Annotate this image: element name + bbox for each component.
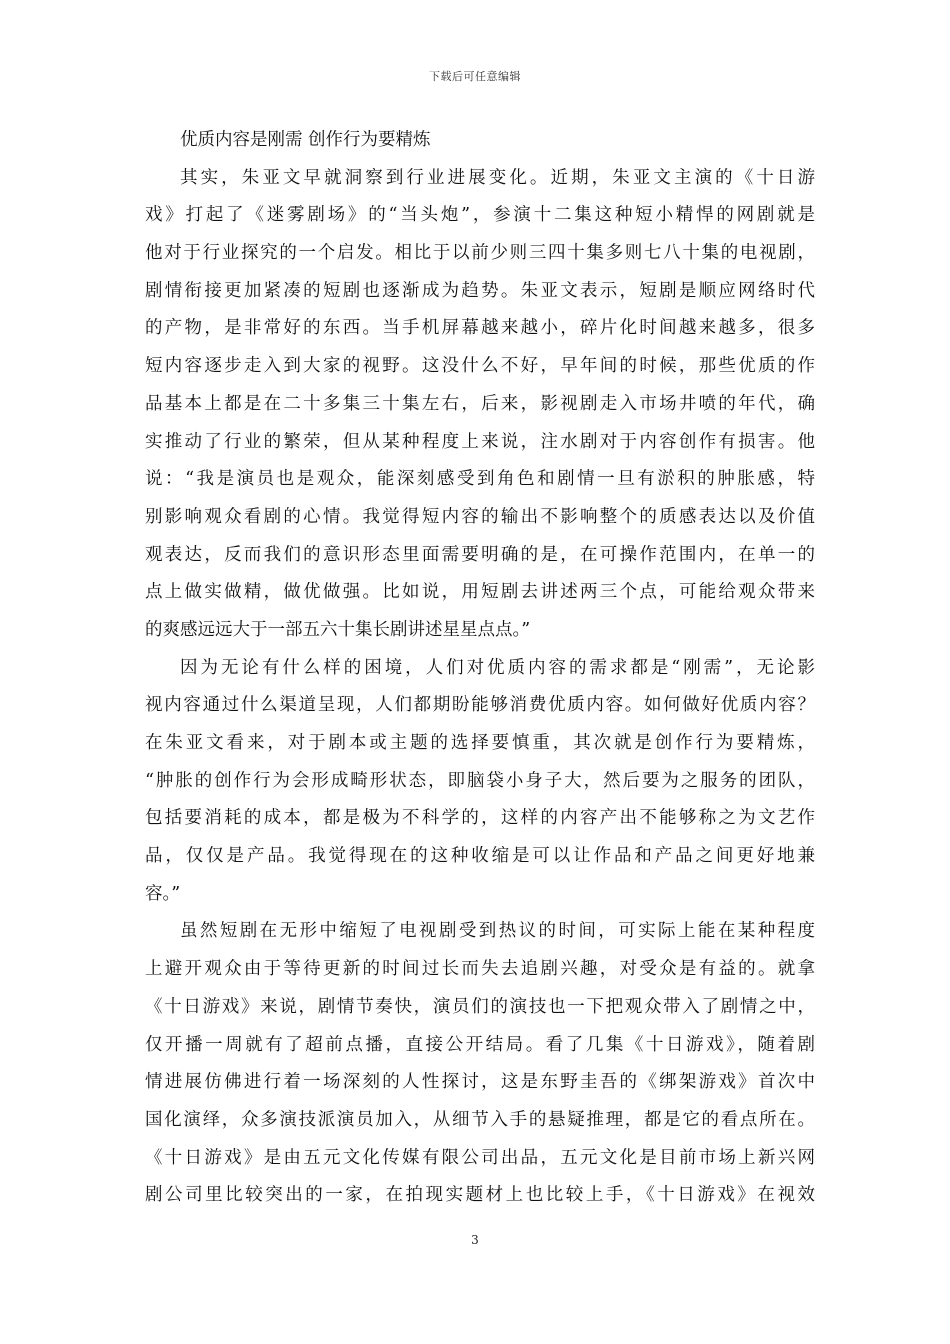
paragraph-line: 国化演绎，众多演技派演员加入，从细节入手的悬疑推理，都是它的看点所在。 bbox=[145, 1109, 815, 1130]
paragraph-line: 品，仅仅是产品。我觉得现在的这种收缩是可以让作品和产品之间更好地兼 bbox=[145, 846, 815, 867]
page-header: 下载后可任意编辑 bbox=[429, 70, 521, 83]
paragraph-line: 《十日游戏》来说，剧情节奏快，演员们的演技也一下把观众带入了剧情之中， bbox=[145, 996, 815, 1017]
page-number: 3 bbox=[471, 1233, 479, 1247]
paragraph-1 bbox=[145, 160, 815, 650]
paragraph-line: 剧公司里比较突出的一家，在拍现实题材上也比较上手，《十日游戏》在视效 bbox=[145, 1185, 815, 1206]
paragraph-line: 仅开播一周就有了超前点播，直接公开结局。看了几集《十日游戏》，随着剧 bbox=[145, 1034, 815, 1055]
paragraph-line: 剧情衔接更加紧凑的短剧也逐渐成为趋势。朱亚文表示，短剧是顺应网络时代 bbox=[145, 280, 815, 301]
paragraph-line: 上避开观众由于等待更新的时间过长而失去追剧兴趣，对受众是有益的。就拿 bbox=[145, 959, 815, 980]
paragraph-line: 的产物，是非常好的东西。当手机屏幕越来越小，碎片化时间越来越多，很多 bbox=[145, 318, 815, 339]
paragraph-2 bbox=[145, 650, 815, 914]
paragraph-line: 点上做实做精，做优做强。比如说，用短剧去讲述两三个点，可能给观众带来 bbox=[145, 582, 815, 603]
section-heading: 优质内容是刚需 创作行为要精炼 bbox=[180, 130, 431, 150]
paragraph-line: “肿胀的创作行为会形成畸形状态，即脑袋小身子大，然后要为之服务的团队， bbox=[145, 770, 815, 791]
paragraph-line: 虽然短剧在无形中缩短了电视剧受到热议的时间，可实际上能在某种程度 bbox=[180, 921, 815, 942]
paragraph-line: 品基本上都是在二十多集三十集左右，后来，影视剧走入市场井喷的年代，确 bbox=[145, 393, 815, 414]
paragraph-line: 戏》打起了《迷雾剧场》的“当头炮”，参演十二集这种短小精悍的网剧就是 bbox=[145, 205, 815, 226]
paragraph-line: 别影响观众看剧的心情。我觉得短内容的输出不影响整个的质感表达以及价值 bbox=[145, 506, 815, 527]
paragraph-line: 的爽感远远大于一部五六十集长剧讲述星星点点。” bbox=[145, 619, 531, 640]
paragraph-line: 短内容逐步走入到大家的视野。这没什么不好，早年间的时候，那些优质的作 bbox=[145, 356, 815, 377]
paragraph-line: 在朱亚文看来，对于剧本或主题的选择要慎重，其次就是创作行为要精炼， bbox=[145, 733, 815, 753]
paragraph-line: 因为无论有什么样的困境，人们对优质内容的需求都是“刚需”，无论影 bbox=[180, 657, 815, 678]
paragraph-line: 观表达，反而我们的意识形态里面需要明确的是，在可操作范围内，在单一的 bbox=[145, 544, 815, 565]
paragraph-line: 实推动了行业的繁荣，但从某种程度上来说，注水剧对于内容创作有损害。他 bbox=[145, 431, 815, 452]
paragraph-line: 《十日游戏》是由五元文化传媒有限公司出品，五元文化是目前市场上新兴网 bbox=[145, 1147, 815, 1168]
document-body bbox=[145, 122, 815, 1215]
paragraph-line: 视内容通过什么渠道呈现，人们都期盼能够消费优质内容。如何做好优质内容？ bbox=[145, 695, 815, 716]
paragraph-line: 容。” bbox=[145, 883, 181, 904]
paragraph-line: 他对于行业探究的一个启发。相比于以前少则三四十集多则七八十集的电视剧， bbox=[145, 243, 815, 264]
paragraph-line: 说：“我是演员也是观众，能深刻感受到角色和剧情一旦有淤积的肿胀感，特 bbox=[145, 469, 815, 490]
paragraph-line: 情进展仿佛进行着一场深刻的人性探讨，这是东野圭吾的《绑架游戏》首次中 bbox=[145, 1072, 815, 1093]
paragraph-line: 包括要消耗的成本，都是极为不科学的，这样的内容产出不能够称之为文艺作 bbox=[145, 808, 815, 829]
paragraph-3 bbox=[145, 913, 815, 1215]
paragraph-line: 其实，朱亚文早就洞察到行业进展变化。近期，朱亚文主演的《十日游 bbox=[180, 167, 815, 188]
